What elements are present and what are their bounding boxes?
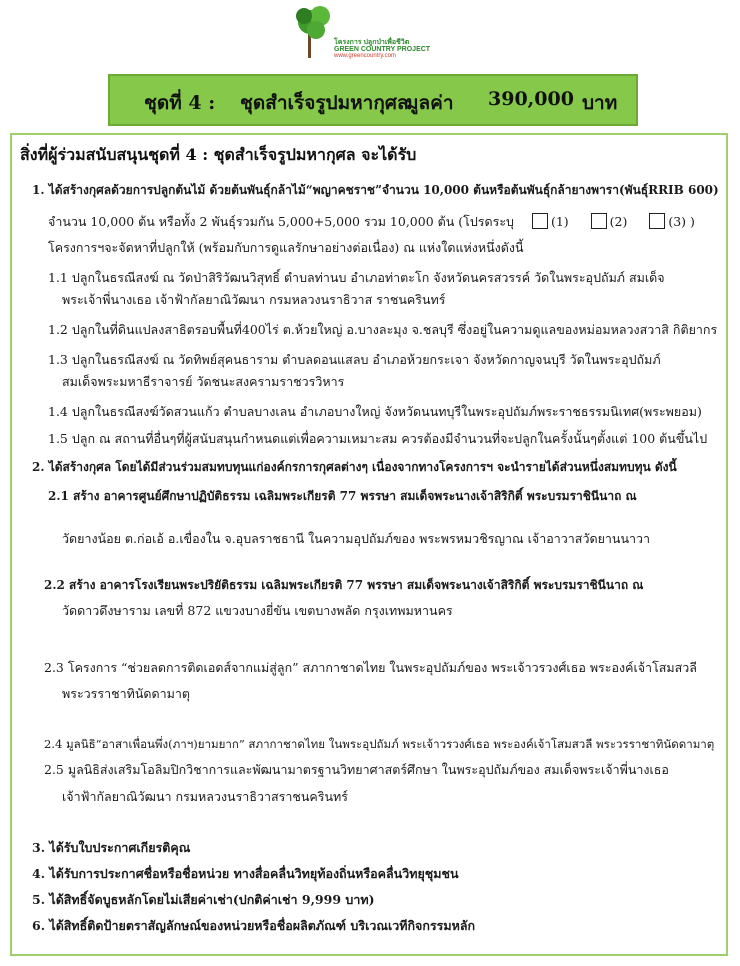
item-2-head: 2. ได้สร้างกุศล โดยได้มีส่วนร่วมสมทบทุนแก่องค์กรการกุศลต่างๆ เนื่องจากทางโครงการฯ จะนำรายได้ส่วนหนึ่งสมทบทุน ดังนี้ [32, 460, 677, 474]
item-1-4: 1.4 ปลูกในธรณีสงฆ์วัดสวนแก้ว ตำบลบางเลน อำเภอบางใหญ่ จังหวัดนนทบุรีในพระอุปถัมภ์พระราชธรรมนิเทศ(พระพยอม) [48, 404, 702, 419]
option-3-checkbox[interactable] [649, 213, 665, 229]
item-1-line-2 [48, 213, 695, 230]
item-1-1-line-a: 1.1 ปลูกในธรณีสงฆ์ ณ วัดป่าสิริวัฒนวิสุทธิ์ ตำบลท่านบ อำเภอท่าตะโก จังหวัดนครสวรรค์ วัดในพระอุปถัมภ์ สมเด็จ [48, 270, 665, 285]
option-2-checkbox[interactable] [591, 213, 607, 229]
banner-amount: 390,000 [488, 88, 574, 110]
item-1-2: 1.2 ปลูกในที่ดินแปลงสาธิตรอบพื้นที่400ไร่ ต.ห้วยใหญ่ อ.บางละมุง จ.ชลบุรี ซึ่งอยู่ในความดูแลของหม่อมหลวงสวาสิ กิติยากร [48, 322, 718, 337]
option-2-label: (2) [609, 214, 628, 229]
option-1-checkbox[interactable] [532, 213, 548, 229]
item-4: 4. ได้รับการประกาศชื่อหรือชื่อหน่วย ทางสื่อคลื่นวิทยุท้องถิ่นหรือคลื่นวิทยุชุมชน [32, 866, 459, 881]
item-6: 6. ได้สิทธิ์ติดป้ายตราสัญลักษณ์ของหน่วยหรือชื่อผลิตภัณฑ์ บริเวณเวทีกิจกรรมหลัก [32, 918, 476, 933]
item-1-head: 1. ได้สร้างกุศลด้วยการปลูกต้นไม้ ด้วยต้นพันธุ์กล้าไม้“พญาคชราช”จำนวน 10,000 ต้นหรือต้นพันธุ์กล้ายางพารา(พันธุ์RRIB 600) [32, 183, 719, 197]
option-3-label: (3) ) [668, 214, 695, 229]
option-1-label: (1) [550, 214, 569, 229]
item-5: 5. ได้สิทธิ์จัดบูธหลักโดยไม่เสียค่าเช่า(ปกติค่าเช่า 9,999 บาท) [32, 892, 375, 907]
banner-set-name: ชุดสำเร็จรูปมหากุศล [240, 92, 409, 114]
banner-currency: บาท [582, 92, 618, 114]
banner-value-label: มูลค่า [406, 92, 454, 114]
item-2-5-line-a: 2.5 มูลนิธิส่งเสริมโอลิมปิกวิชาการและพัฒนามาตรฐานวิทยาศาสตร์ศึกษา ในพระอุปถัมภ์ของ สมเด็จพระเจ้าพี่นางเธอ [44, 762, 669, 777]
logo-text [334, 39, 430, 60]
item-3: 3. ได้รับใบประกาศเกียรติคุณ [32, 840, 191, 855]
item-2-2-line-a: 2.2 สร้าง อาคารโรงเรียนพระปริยัติธรรม เฉลิมพระเกียรติ 77 พรรษา สมเด็จพระนางเจ้าสิริกิติ์ พระบรมราชินีนาถ ณ [44, 578, 644, 592]
item-1-3-line-b: สมเด็จพระมหาธีราจารย์ วัดชนะสงครามราชวรวิหาร [62, 374, 345, 389]
item-1-1-line-b: พระเจ้าพี่นางเธอ เจ้าฟ้ากัลยาณิวัฒนา กรมหลวงนราธิวาส ราชนครินทร์ [62, 292, 446, 307]
item-2-2-line-b: วัดดาวดึงษาราม เลขที่ 872 แขวงบางยี่ขัน เขตบางพลัด กรุงเทพมหานคร [62, 603, 453, 618]
benefits-heading: สิ่งที่ผู้ร่วมสนับสนุนชุดที่ 4 : ชุดสำเร็จรูปมหากุศล จะได้รับ [20, 145, 417, 164]
package-banner [108, 74, 638, 126]
item-2-4: 2.4 มูลนิธิ“อาสาเพื่อนพึ่ง(ภาฯ)ยามยาก” สภากาชาดไทย ในพระอุปถัมภ์ พระเจ้าวรวงศ์เธอ พระองค์เจ้าโสมสวลี พระวรราชาทินัดดามาตุ [44, 737, 715, 751]
item-2-3-line-b: พระวรราชาทินัดดามาตุ [62, 686, 191, 701]
item-2-3-line-a: 2.3 โครงการ “ช่วยลดการติดเอดส์จากแม่สู่ลูก” สภากาชาดไทย ในพระอุปถัมภ์ของ พระเจ้าวรวงศ์เธอ พระองค์เจ้าโสมสวลี [44, 660, 697, 675]
item-1-5: 1.5 ปลูก ณ สถานที่อื่นๆที่ผู้สนับสนุนกำหนดแต่เพื่อความเหมาะสม ควรต้องมีจำนวนที่จะปลูกในครั้งนั้นๆตั้งแต่ 100 ต้นขึ้นไป [48, 431, 708, 446]
item-1-line-3: โครงการฯจะจัดหาที่ปลูกให้ (พร้อมกับการดูแลรักษาอย่างต่อเนื่อง) ณ แห่งใดแห่งหนึ่งดังนี้ [48, 240, 524, 255]
item-1-line-2-text: จำนวน 10,000 ต้น หรือทั้ง 2 พันธุ์รวมกัน 5,000+5,000 รวม 10,000 ต้น (โปรดระบุ [48, 214, 514, 229]
item-2-1-line-a: 2.1 สร้าง อาคารศูนย์ศึกษาปฏิบัติธรรม เฉลิมพระเกียรติ 77 พรรษา สมเด็จพระนางเจ้าสิริกิติ์ พระบรมราชินีนาถ ณ [48, 489, 637, 503]
banner-set-label: ชุดที่ 4 : [144, 92, 216, 114]
item-2-1-line-b: วัดยางน้อย ต.ก่อเอ้ อ.เขื่องใน จ.อุบลราชธานี ในความอุปถัมภ์ของ พระพรหมวชิรญาณ เจ้าอาวาสวัดยานนาวา [62, 531, 651, 546]
logo-line-3: www.greencountry.com [334, 53, 396, 59]
logo-line-1: โครงการ ปลูกป่าเพื่อชีวิต [334, 39, 410, 46]
item-1-3-line-a: 1.3 ปลูกในธรณีสงฆ์ ณ วัดทิพย์สุคนธาราม ตำบลดอนแสลบ อำเภอห้วยกระเจา จังหวัดกาญจนบุรี วัดในพระอุปถัมภ์ [48, 352, 661, 367]
logo-line-2: GREEN COUNTRY PROJECT [334, 46, 431, 53]
item-2-5-line-b: เจ้าฟ้ากัลยาณิวัฒนา กรมหลวงนราธิวาสราชนครินทร์ [62, 789, 348, 804]
